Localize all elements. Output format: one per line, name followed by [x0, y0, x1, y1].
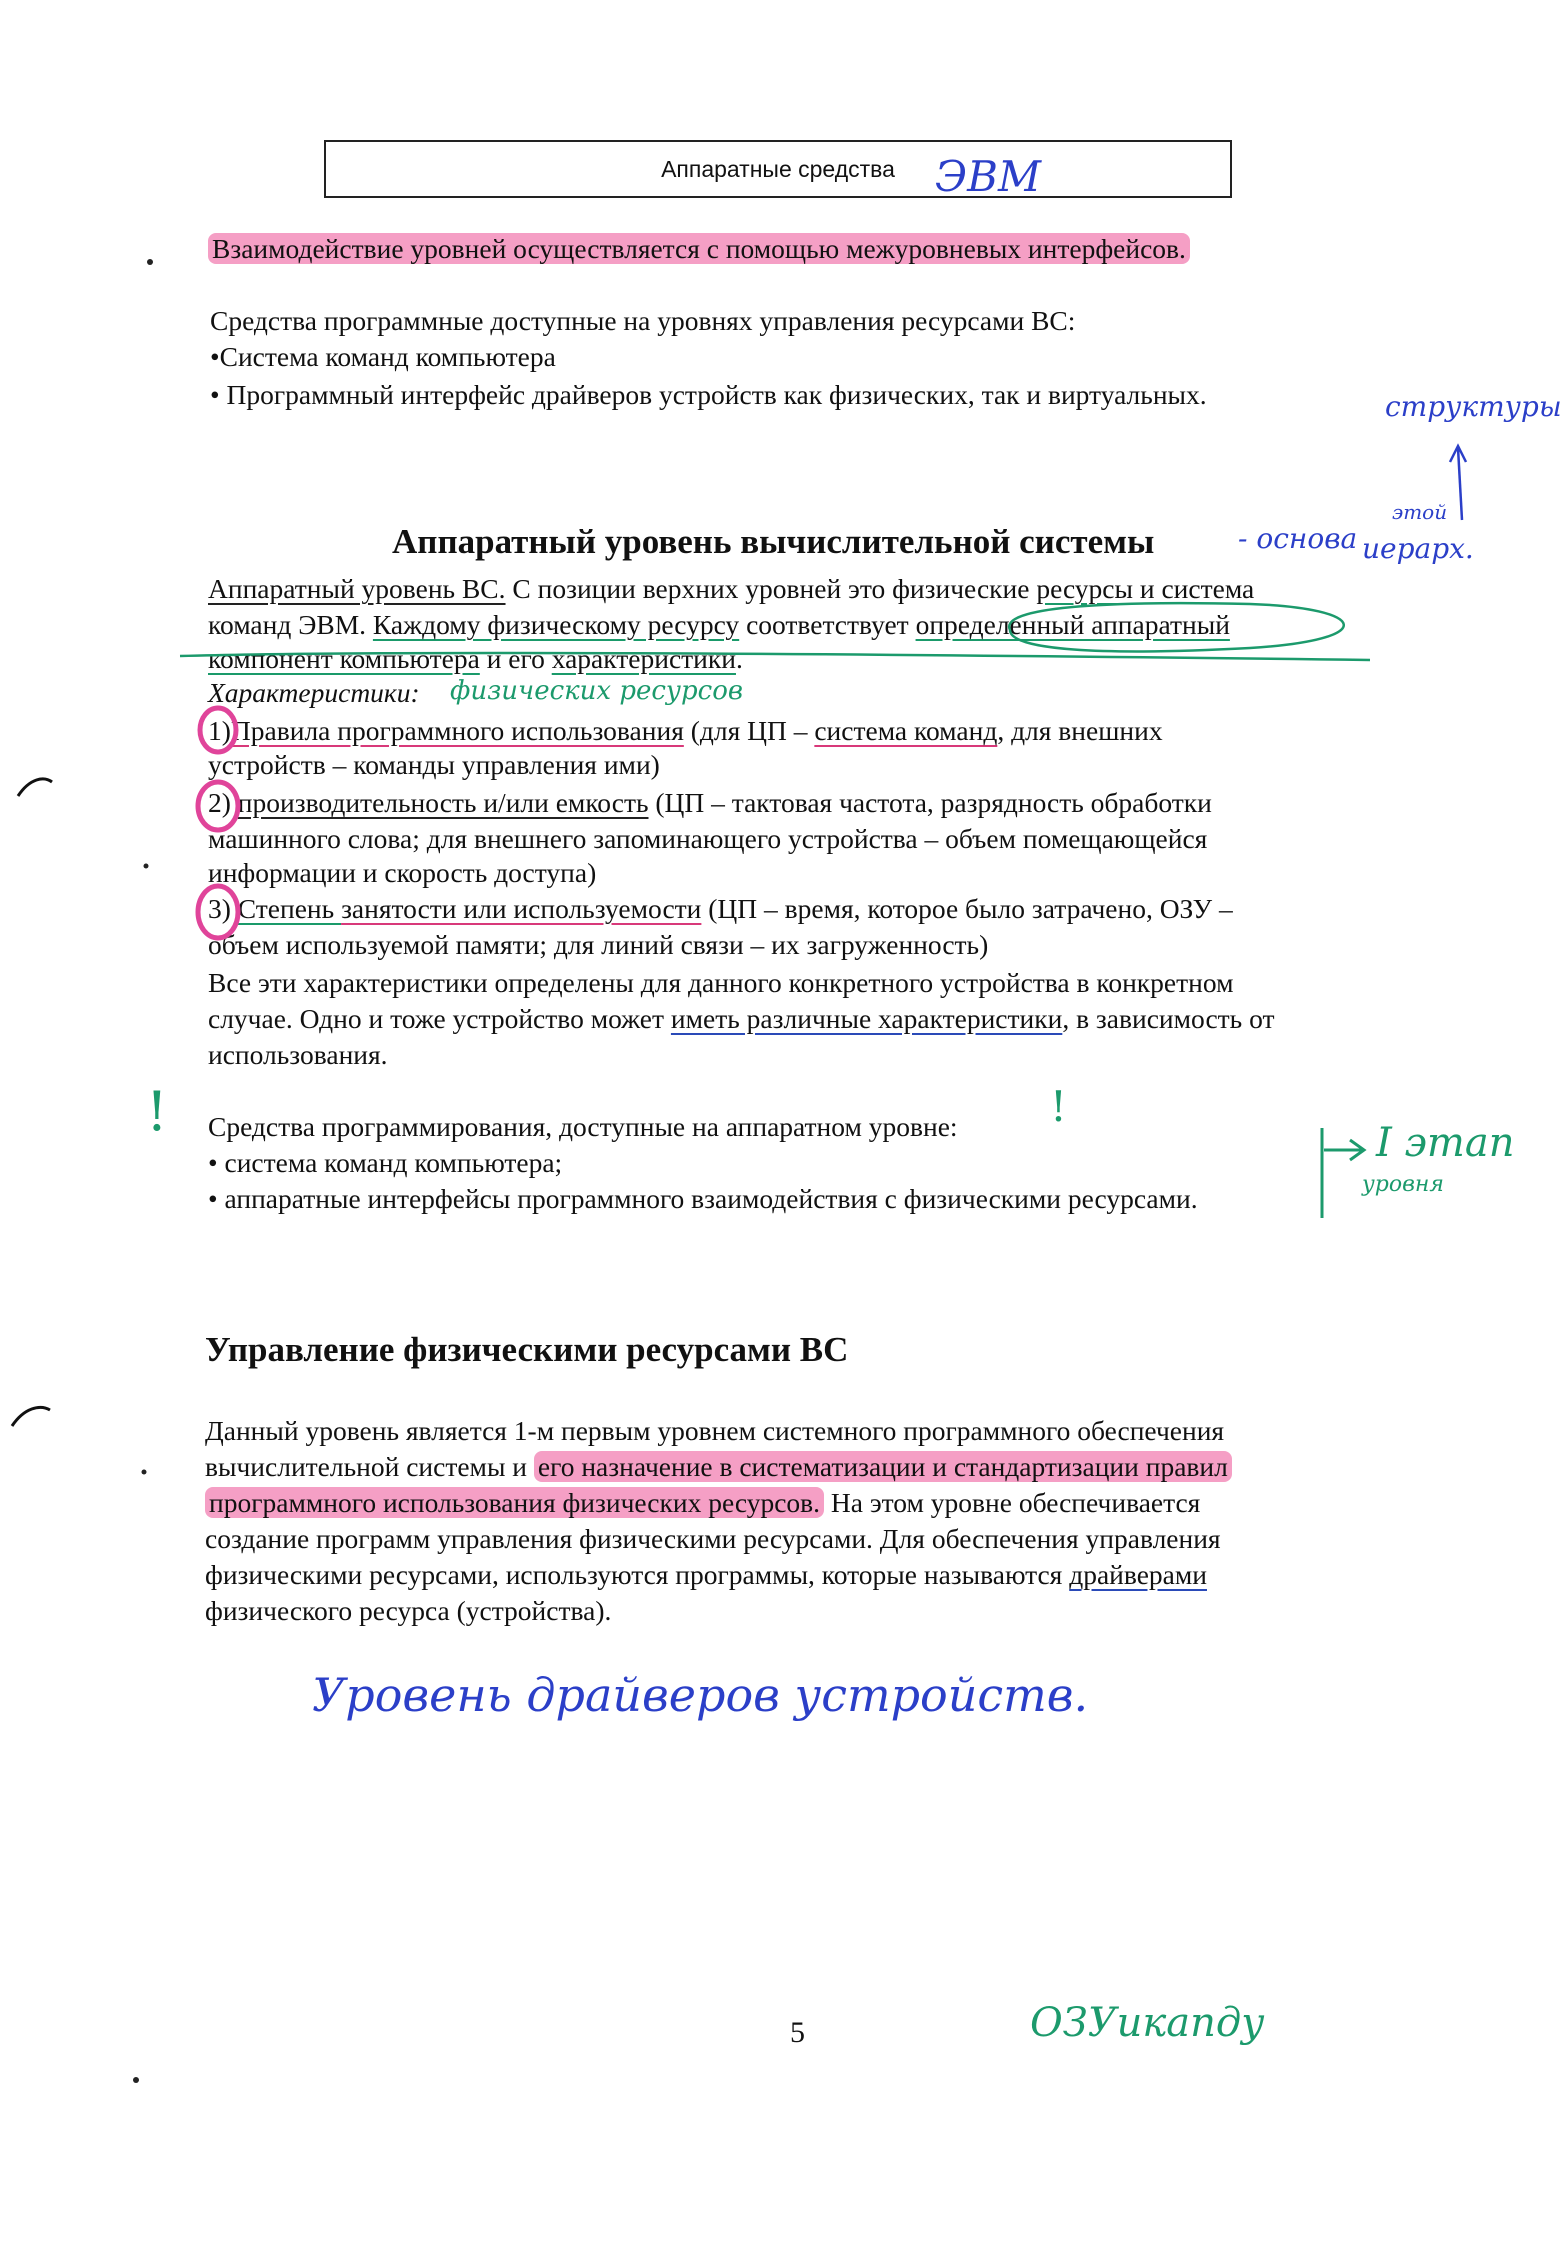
s2-line-2: вычислительной системы и его назначение в систематизации и стандартизации правил	[205, 1450, 1232, 1484]
item-2-line-3: информации и скорость доступа)	[208, 857, 597, 888]
s2-line-6: физического ресурса (устройства).	[205, 1595, 612, 1626]
s1-term: Аппаратный уровень ВС.	[208, 573, 506, 604]
hw-phys-resources: физических ресурсов	[450, 676, 744, 706]
item-2-line-1: 2) производительность и/или емкость (ЦП – тактовая частота, разрядность обработки	[208, 787, 1212, 818]
pink-circle-2	[198, 782, 238, 830]
tools-title: Средства программирования, доступные на аппаратном уровне:	[208, 1111, 958, 1142]
hw-stage: I этап	[1376, 1120, 1515, 1166]
s2-line-4: создание программ управления физическими ресурсами. Для обеспечения управления	[205, 1523, 1221, 1554]
margin-mark-2	[12, 1407, 50, 1426]
pink-circle-3	[198, 886, 238, 938]
section-2-heading: Управление физическими ресурсами ВС	[205, 1330, 849, 1369]
tools-item-1: • система команд компьютера;	[208, 1147, 563, 1178]
intro-line-1: Средства программные доступные на уровнях управления ресурсами ВС:	[210, 305, 1076, 336]
hw-basis: - основа	[1238, 522, 1358, 555]
header-title: Аппаратные средства	[661, 156, 895, 182]
hw-hierarchy: иерарх.	[1362, 532, 1474, 565]
blue-arrow-line	[1458, 448, 1462, 520]
item-1-line-2: устройств – команды управления ими)	[208, 749, 660, 780]
intro-line-2: •Система команд компьютера	[210, 341, 556, 372]
s2-line-3: программного использования физических ресурсов. На этом уровне обеспечивается	[205, 1486, 1200, 1520]
hw-exclaim-left: !	[146, 1080, 168, 1143]
dot-1	[147, 259, 153, 265]
s1-line-2: команд ЭВМ. Каждому физическому ресурсу соответствует определенный аппаратный	[208, 609, 1230, 640]
s1-line-3: компонент компьютера и его характеристики.	[208, 643, 743, 674]
dot-2	[144, 864, 149, 869]
margin-mark-1	[18, 779, 52, 796]
summary-line-1: Все эти характеристики определены для данного конкретного устройства в конкретном	[208, 967, 1234, 998]
dot-3	[142, 1470, 147, 1475]
s2-line-5: физическими ресурсами, используются программы, которые называются драйверами	[205, 1559, 1207, 1590]
tools-item-2: • аппаратные интерфейсы программного взаимодействия с физическими ресурсами.	[208, 1183, 1198, 1214]
hw-exclaim-right: !	[1050, 1082, 1067, 1131]
hw-structure: структуры	[1385, 390, 1562, 423]
dot-4	[133, 2077, 139, 2083]
item-2-line-2: машинного слова; для внешнего запоминающего устройства – объем помещающейся	[208, 823, 1208, 854]
characteristics-label: Характеристики:	[208, 677, 420, 708]
green-arc	[1009, 603, 1344, 651]
header-annotation: ЭВМ	[935, 152, 1042, 201]
s2-line-1: Данный уровень является 1-м первым уровнем системного программного обеспечения	[205, 1415, 1225, 1446]
hw-drivers-level: Уровень драйверов устройств.	[312, 1668, 1089, 1722]
item-1-line-1: 1)Правила программного использования (для ЦП – система команд, для внешних	[208, 715, 1163, 746]
item-3-line-1: 3) Степень занятости или используемости (ЦП – время, которое было затрачено, ОЗУ –	[208, 893, 1233, 924]
intro-line-3: • Программный интерфейс драйверов устройств как физических, так и виртуальных.	[210, 379, 1207, 410]
green-arrow	[1324, 1140, 1364, 1160]
summary-line-3: использования.	[208, 1039, 388, 1070]
green-stroke-long	[180, 653, 1370, 660]
page-number: 5	[790, 2016, 805, 2049]
hw-this: этой	[1392, 500, 1448, 524]
pink-circle-1	[200, 708, 236, 752]
intro-highlight: Взаимодействие уровней осуществляется с помощью межуровневых интерфейсов.	[208, 233, 1190, 264]
s1-line-1: Аппаратный уровень ВС. С позиции верхних уровней это физические ресурсы и система	[208, 573, 1255, 604]
item-3-line-2: объем используемой памяти; для линий связи – их загруженность)	[208, 929, 989, 960]
hw-signature: ОЗУикапду	[1030, 2000, 1265, 2046]
section-1-heading: Аппаратный уровень вычислительной системы	[392, 522, 1155, 561]
summary-line-2: случае. Одно и тоже устройство может иметь различные характеристики, в зависимость от	[208, 1003, 1275, 1034]
hw-level-word: уровня	[1362, 1172, 1444, 1197]
